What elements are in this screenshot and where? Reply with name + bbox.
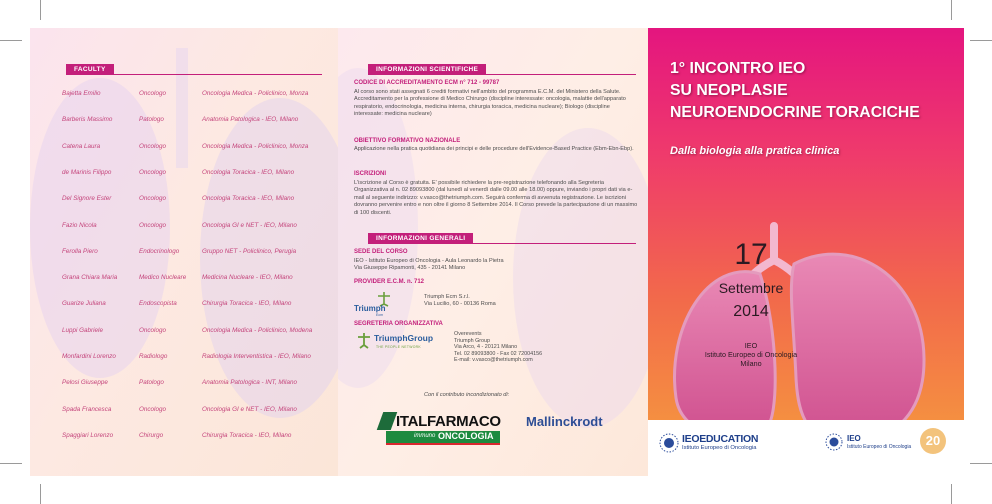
italfarmaco-logo <box>380 412 504 448</box>
segreteria-title: SEGRETERIA ORGANIZZATIVA <box>354 321 443 327</box>
italfarmaco-sub-b: ONCOLOGIA <box>438 431 494 441</box>
date-year: 2014 <box>733 303 769 320</box>
ieo-education-sub: Istituto Europeo di Oncologia <box>682 445 757 451</box>
faculty-role: Radiologo <box>139 353 168 360</box>
objective-text: Applicazione nella pratica quotidiana dei principi e delle procedure dell'Evidence-Based Practice (Ebm-Ebn-Ebp). <box>354 146 634 152</box>
triumph-figure-icon <box>354 331 374 351</box>
crop-mark <box>951 0 952 20</box>
faculty-place: Oncologia GI e NET - IEO, Milano <box>202 405 297 413</box>
faculty-name: Bajetta Emilio <box>62 90 101 97</box>
info-sci-header: INFORMAZIONI SCIENTIFICHE <box>368 64 486 75</box>
segreteria-line: E-mail: v.vasco@thetriumph.com <box>454 357 533 364</box>
faculty-name: Guarize Juliana <box>62 300 106 308</box>
crop-mark <box>951 484 952 504</box>
faculty-name: Pelosi Giuseppe <box>62 379 108 387</box>
faculty-place: Chirurgia Toracica - IEO, Milano <box>202 431 292 439</box>
crop-mark <box>0 40 22 41</box>
triumph-ecm-logo <box>354 290 414 316</box>
provider-title: PROVIDER E.C.M. n. 712 <box>354 279 425 285</box>
objective-title: OBIETTIVO FORMATIVO NAZIONALE <box>354 138 461 144</box>
faculty-name: Luppi Gabriele <box>62 326 103 334</box>
ecm-text: Al corso sono stati assegnati 6 crediti formativi nell'ambito del programma E.C.M. del Ministero della Salute. Accreditamento per la professione di Medico Chirurgo (discipline interessate: oncologia, malattie dell'apparato respiratorio, endocrinologia, medicina interna, chirurgia toracica, medicina nucleare); Biologo (discipline interessate: medicina nucleare) <box>354 89 626 118</box>
faculty-name: Ferolla Piero <box>62 247 98 255</box>
globe-dots-icon <box>824 432 844 452</box>
faculty-role: Endocrinologo <box>139 247 180 255</box>
provider-line1: Triumph Ecm S.r.l. <box>424 294 470 300</box>
faculty-place: Anatomia Patologica - INT, Milano <box>202 379 297 387</box>
faculty-role: Medico Nucleare <box>139 274 187 282</box>
faculty-place: Oncologia Medica - Policlinico, Monza <box>202 142 309 150</box>
cover-title-line1: 1° INCONTRO IEO <box>670 60 806 77</box>
sede-line1: IEO - Istituto Europeo di Oncologia - Aula Leonardo la Pietra <box>354 258 504 264</box>
info-gen-header: INFORMAZIONI GENERALI <box>368 233 473 244</box>
segreteria-line: Via Arco, 4 - 20121 Milano <box>454 344 518 351</box>
crop-mark <box>40 0 41 20</box>
date-day: 17 <box>734 238 768 271</box>
contributo-text: Con il contributo incondizionato di: <box>424 392 510 398</box>
italfarmaco-logo-text: ITALFARMACO <box>396 413 501 430</box>
triumph-logo-sub: Ecm <box>376 313 383 317</box>
anniversary-badge: 20 <box>920 428 946 454</box>
faculty-role: Oncologo <box>139 168 166 176</box>
faculty-role: Oncologo <box>139 195 166 203</box>
faculty-role: Oncologo <box>139 326 166 334</box>
triumph-logo-text: Triumph <box>354 304 386 313</box>
triumphgroup-logo-text: TriumphGroup <box>374 333 434 343</box>
cover-title-line2: SU NEOPLASIE <box>670 82 788 99</box>
provider-line2: Via Lucilio, 60 - 00136 Roma <box>424 301 496 307</box>
faculty-place: Oncologia Toracica - IEO, Milano <box>202 168 295 176</box>
faculty-name: Catena Laura <box>62 142 101 150</box>
venue-line3: Milano <box>740 359 762 368</box>
faculty-header-rule <box>66 74 322 75</box>
faculty-name: Del Signore Ester <box>62 195 112 203</box>
crop-mark <box>0 463 22 464</box>
ieo-logo-text: IEO <box>847 434 861 443</box>
info-gen-rule <box>368 243 636 244</box>
iscrizioni-text: L'iscrizione al Corso è gratuita. E' possibile richiedere la pre-registrazione telefonando alla Segreteria Organizzativa al n. 02 89093800 (dal lunedì al venerdì dalle 09.00 alle 18.00) oppure, inviando i propri dati via e-mail al seguente indirizzo: v.vasco@thetriumph.com. Seguirà conferma di avvenuta registrazione. Le iscrizioni dovranno pervenire entro e non oltre il giorno 8 Settembre 2014. Il Corso prevede la partecipazione di un massimo di 100 discenti. <box>354 180 638 216</box>
ieo-education-text: IEOEDUCATION <box>682 433 759 445</box>
ieo-logo-sub: Istituto Europeo di Oncologia <box>847 444 912 450</box>
faculty-panel <box>30 28 338 476</box>
cover-panel <box>648 28 964 476</box>
faculty-name: Fazio Nicola <box>62 221 97 229</box>
faculty-place: Anatomia Patologica - IEO, Milano <box>202 116 299 124</box>
segreteria-line: Tel. 02 89093800 - Fax 02 72004156 <box>454 350 543 357</box>
faculty-role: Oncologo <box>139 142 166 150</box>
faculty-place: Chirurgia Toracica - IEO, Milano <box>202 300 292 308</box>
ieo-education-logo <box>658 430 788 460</box>
faculty-place: Radiologia Interventistica - IEO, Milano <box>202 353 311 360</box>
faculty-name: Grana Chiara Maria <box>62 274 118 282</box>
triumphgroup-logo <box>354 331 448 353</box>
crop-mark <box>970 463 992 464</box>
faculty-role: Oncologo <box>139 221 166 229</box>
ieo-20-logo <box>824 428 954 458</box>
info-panel <box>338 28 648 476</box>
faculty-role: Oncologo <box>139 90 166 97</box>
faculty-name: Spada Francesca <box>62 405 112 413</box>
sede-title: SEDE DEL CORSO <box>354 249 408 255</box>
globe-dots-icon <box>658 432 680 454</box>
cover-subtitle: Dalla biologia alla pratica clinica <box>670 145 840 157</box>
faculty-place: Medicina Nucleare - IEO, Milano <box>202 274 293 282</box>
ecm-code-title: CODICE DI ACCREDITAMENTO ECM n° 712 - 99787 <box>354 80 500 86</box>
sede-line2: Via Giuseppe Ripamonti, 435 - 20141 Milano <box>354 265 466 271</box>
faculty-name: Monfardini Lorenzo <box>62 353 116 360</box>
crop-mark <box>40 484 41 504</box>
mallinckrodt-logo: Mallinckrodt <box>526 414 603 429</box>
faculty-place: Oncologia Medica - Policlinico, Modena <box>202 326 313 334</box>
italfarmaco-sub-a: immuno <box>414 433 436 439</box>
faculty-role: Oncologo <box>139 405 166 413</box>
date-month: Settembre <box>718 280 784 296</box>
cover-title-line3: NEUROENDOCRINE TORACICHE <box>670 104 920 121</box>
faculty-role: Patologo <box>139 379 164 387</box>
faculty-place: Oncologia Toracica - IEO, Milano <box>202 195 295 203</box>
iscrizioni-title: ISCRIZIONI <box>354 171 387 177</box>
segreteria-line: Triumph Group <box>454 337 491 344</box>
crop-mark <box>970 40 992 41</box>
faculty-role: Patologo <box>139 116 164 124</box>
faculty-role: Endoscopista <box>139 300 177 308</box>
faculty-place: Oncologia Medica - Policlinico, Monza <box>202 90 309 97</box>
italfarmaco-mark <box>377 412 398 430</box>
faculty-name: Barberis Massimo <box>62 116 113 124</box>
venue-line1: IEO <box>744 341 758 350</box>
faculty-header: FACULTY <box>66 64 114 75</box>
info-sci-rule <box>368 74 636 75</box>
faculty-place: Gruppo NET - Policlinico, Perugia <box>202 247 297 255</box>
segreteria-line: Overevents <box>454 331 482 337</box>
faculty-role: Chirurgo <box>139 431 164 439</box>
faculty-place: Oncologia GI e NET - IEO, Milano <box>202 221 297 229</box>
triumphgroup-logo-sub: THE PEOPLE NETWORK <box>376 345 421 349</box>
venue-line2: Istituto Europeo di Oncologia <box>704 350 798 359</box>
faculty-name: de Marinis Filippo <box>62 168 112 176</box>
faculty-name: Spaggiari Lorenzo <box>62 431 114 439</box>
